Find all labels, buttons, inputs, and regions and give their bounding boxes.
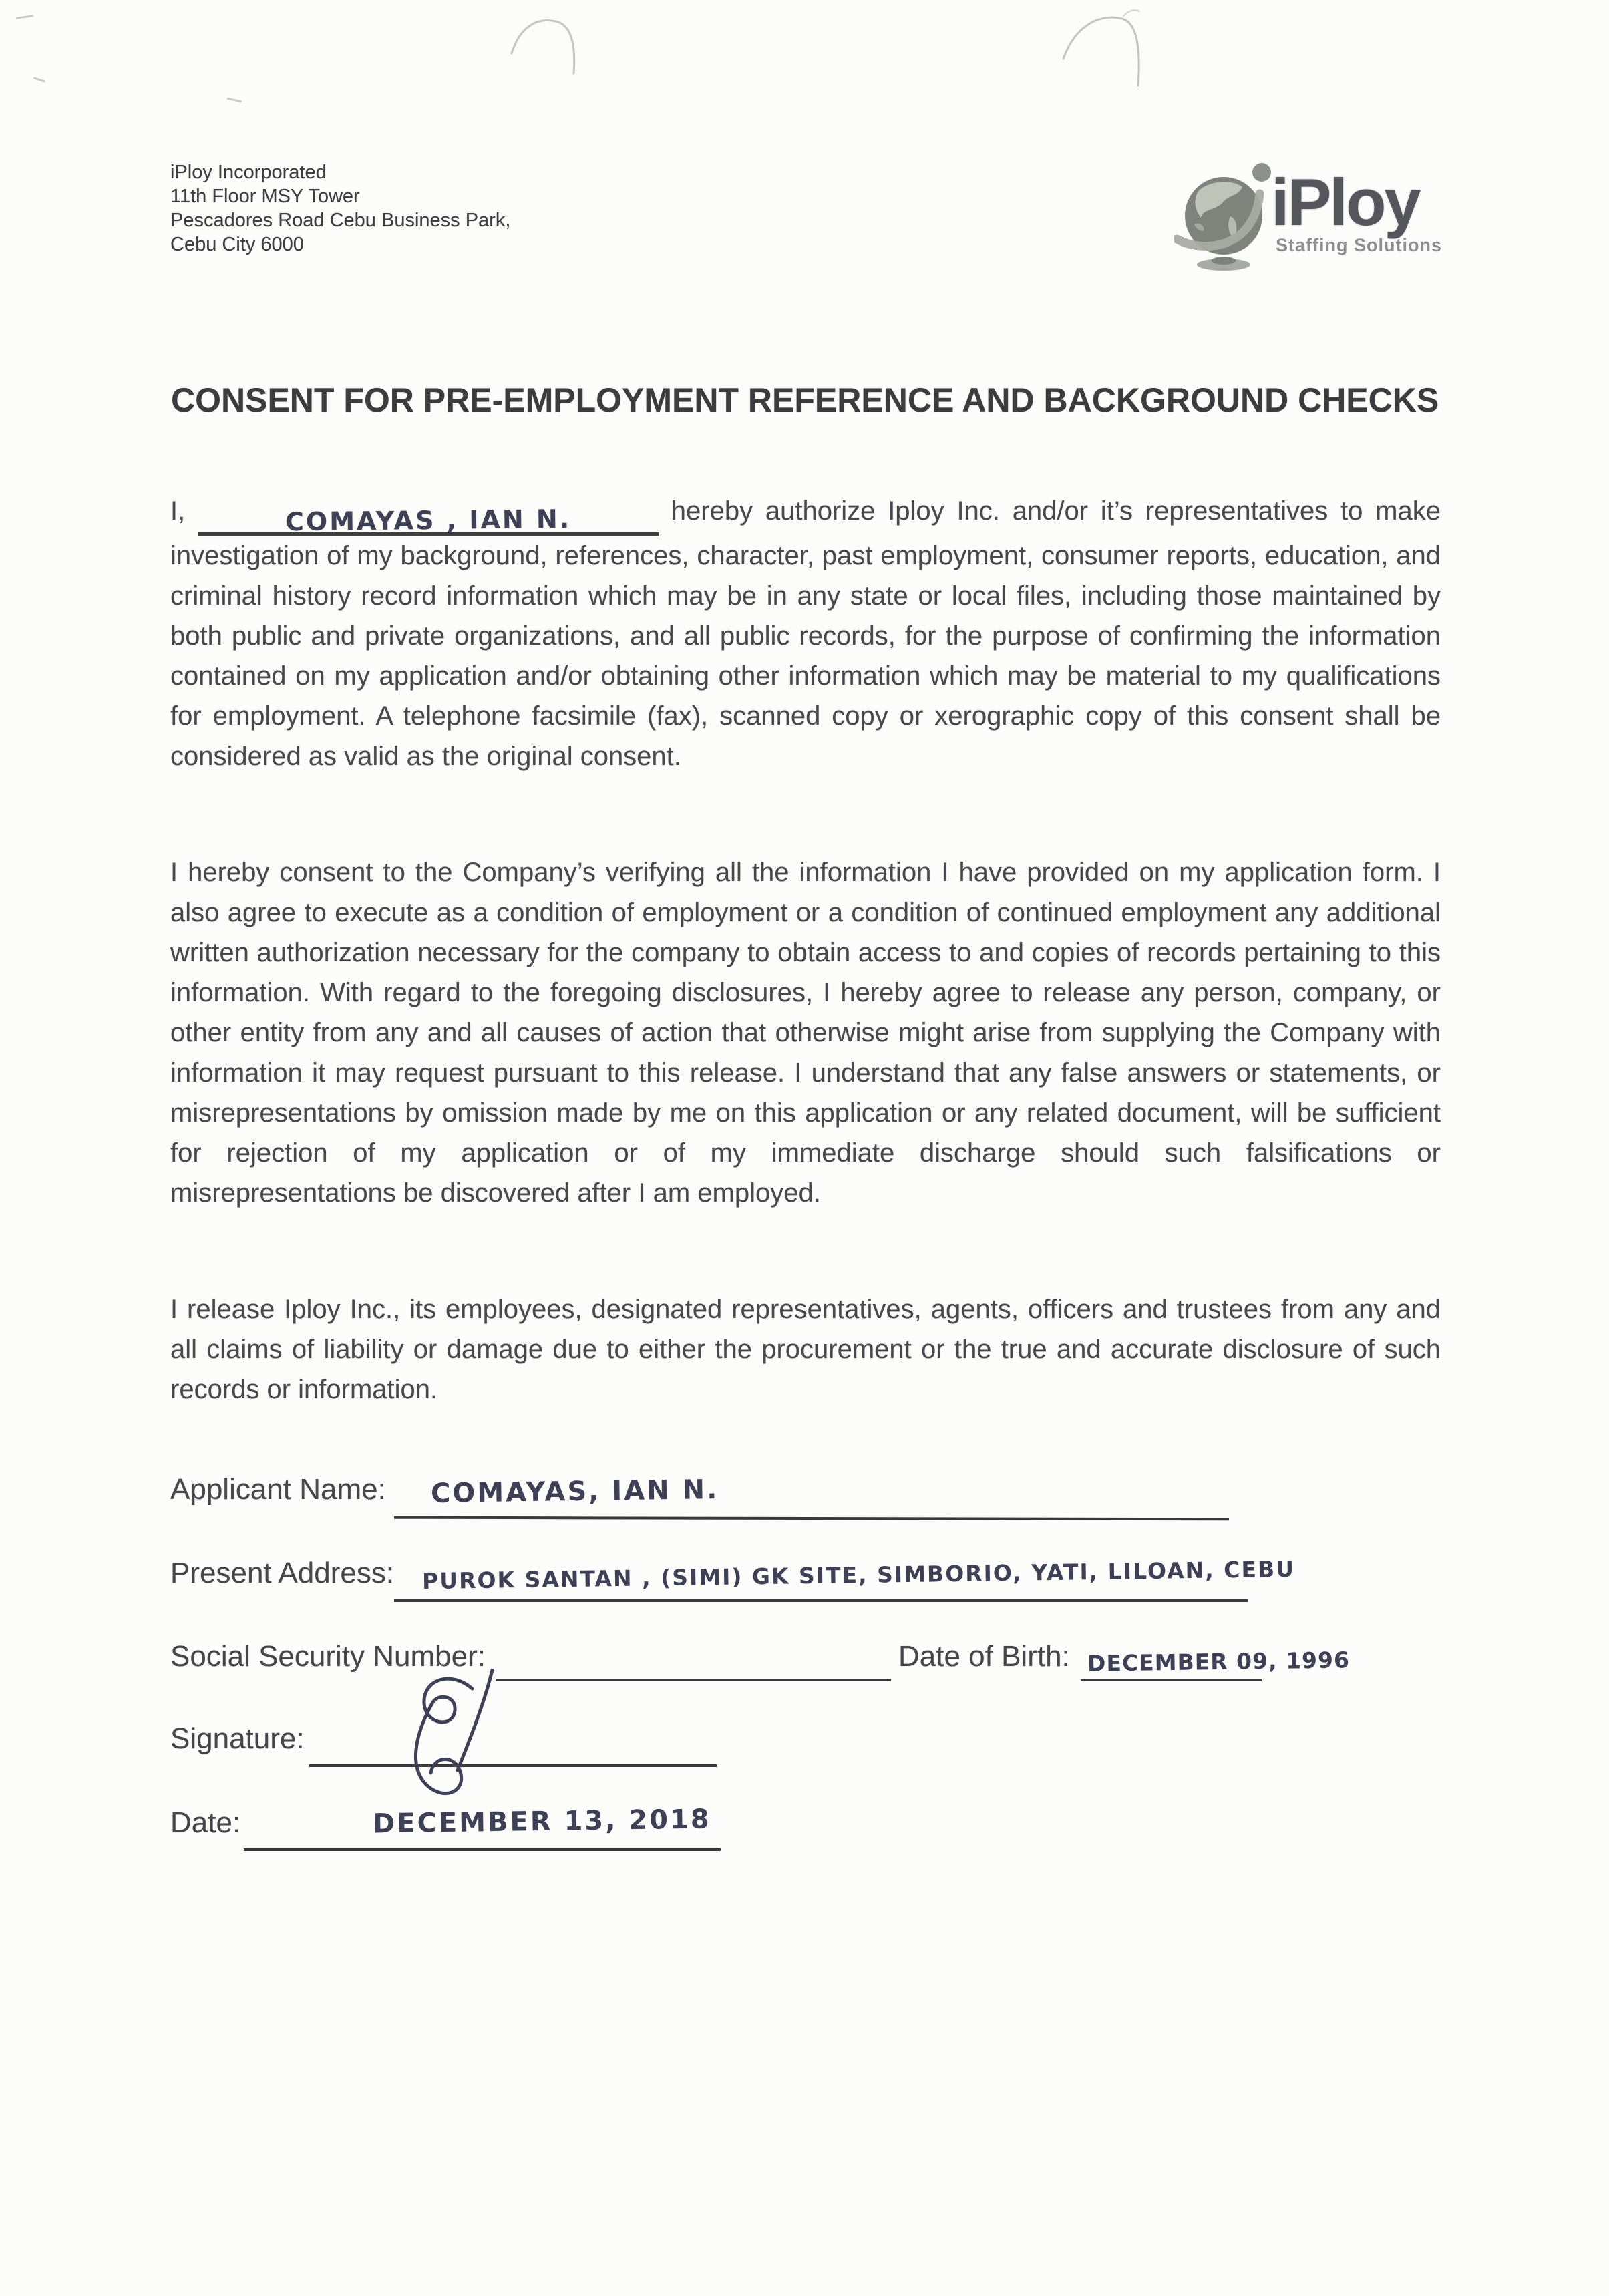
handwritten-name-inline: COMAYAS , IAN N. <box>285 504 572 537</box>
handwritten-date: DECEMBER 13, 2018 <box>372 1804 711 1840</box>
p1-prefix: I, <box>170 496 186 526</box>
applicant-name-label: Applicant Name: <box>170 1473 386 1506</box>
paragraph-authorization <box>170 491 1441 776</box>
dob-label: Date of Birth: <box>898 1640 1070 1673</box>
paragraph-consent-verification: I hereby consent to the Company’s verifying all the information I have provided on my application form. I also agree to execute as a condition of employment or a condition of continued employment any additional written authorization necessary for the company to obtain access to and copies of records pertaining to this information. With regard to the foregoing disclosures, I hereby agree to release any person, company, or other entity from any and all causes of action that otherwise might arise from supplying the Company with information it may request pursuant to this release. I understand that any false answers or statements, or misrepresentations by omission made by me on this application or any related document, will be sufficient for rejection of my application or of my immediate discharge should such falsifications or misrepresentations be discovered after I am employed. <box>170 858 1441 1208</box>
dob-line <box>1081 1679 1262 1681</box>
present-address-line <box>394 1599 1248 1602</box>
brand-tagline: Staffing Solutions <box>1276 235 1442 255</box>
handwritten-signature <box>391 1669 531 1819</box>
applicant-name-line <box>394 1516 1229 1521</box>
company-logo <box>1174 152 1508 293</box>
ssn-line <box>496 1679 891 1681</box>
name-blank-line <box>198 500 659 536</box>
date-line <box>244 1848 721 1851</box>
globe-swoosh-icon <box>1174 152 1274 286</box>
paragraph-release-liability: I release Iploy Inc., its employees, designated representatives, agents, officers and trustees from any and all claims of liability or damage due to either the procurement or the true and accurate disclosure of such records or information. <box>170 1295 1441 1404</box>
scan-curl-artifact-left <box>506 12 600 86</box>
handwritten-dob: DECEMBER 09, 1996 <box>1087 1647 1351 1677</box>
p1-suffix: hereby authorize Iploy Inc. and/or it’s representatives to make investigation of my background, references, character, past employment, consumer reports, education, and criminal history record information which may be in any state or local files, including those maintained by both public and private organizations, and all public records, for the purpose of confirming the information contained on my application and/or obtaining other information which may be material to my qualifications for employment. A telephone facsimile (fax), scanned copy or xerographic copy of this consent shall be considered as valid as the original consent. <box>170 496 1441 771</box>
signature-label: Signature: <box>170 1722 305 1755</box>
company-address-block <box>170 160 510 257</box>
company-address-line: Cebu City 6000 <box>170 234 304 255</box>
brand-wordmark: iPloy <box>1271 165 1419 239</box>
scan-speck <box>227 98 242 103</box>
scan-speck <box>16 15 33 19</box>
company-address-line: Pescadores Road Cebu Business Park, <box>170 210 511 231</box>
company-address-line: iPloy Incorporated <box>170 162 327 183</box>
document-title: CONSENT FOR PRE-EMPLOYMENT REFERENCE AND BACKGROUND CHECKS <box>171 381 1439 419</box>
present-address-label: Present Address: <box>170 1556 395 1589</box>
handwritten-applicant-name: COMAYAS, IAN N. <box>430 1474 719 1510</box>
company-address-line: 11th Floor MSY Tower <box>170 186 360 207</box>
ssn-label: Social Security Number: <box>170 1640 486 1673</box>
scan-speck <box>33 77 45 82</box>
handwritten-present-address: PUROK SANTAN , (SIMI) GK SITE, SIMBORIO, YATI, LILOAN, CEBU <box>421 1555 1296 1595</box>
scan-curl-artifact-right <box>1057 8 1164 102</box>
date-label: Date: <box>170 1806 241 1839</box>
